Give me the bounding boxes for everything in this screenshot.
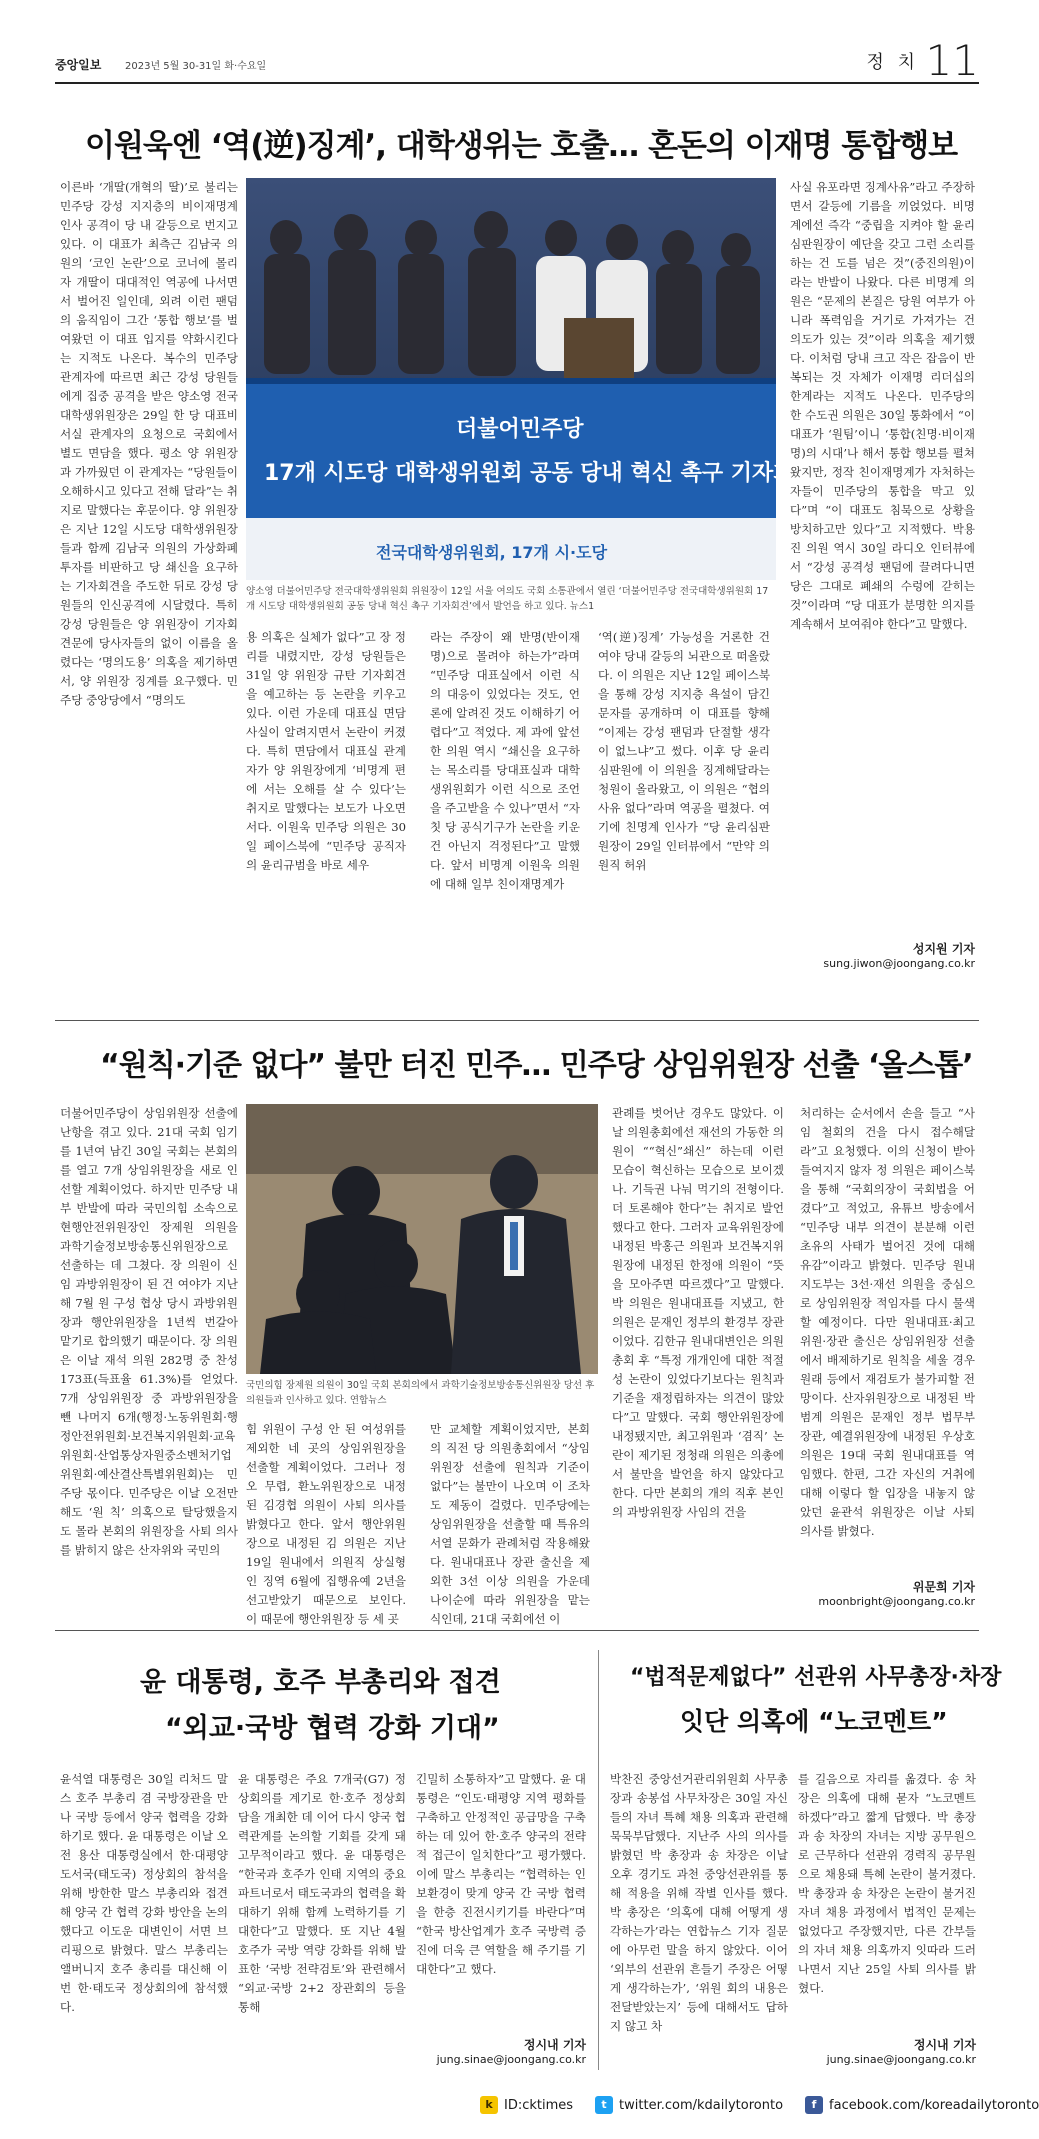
article3-col3: 긴밀히 소통하자”고 말했다. 윤 대통령은 “인도·태평양 지역 평화를 구축하고 안정적인 공급망을 구축하는 데 있어 한·호주 양국의 전략적 접근이 일치한다”고 평가했다. 이에 말스 부총리는 “협력하는 인보환경이 맞게 양국 간 국방 협력을 한층 진전시키기를 바란다”며 “한국 방산업계가 호주 국방력 증진에 더욱 큰 역할을 해 주기를 기대한다”고 했다. bbox=[416, 1772, 586, 1976]
article3-email: jung.sinae@joongang.co.kr bbox=[436, 2053, 586, 2066]
divider-2 bbox=[55, 1630, 979, 1631]
article1-photo bbox=[246, 178, 816, 580]
brand-logo: 중앙일보 bbox=[55, 58, 102, 72]
article1-byline: 성지원 기자 bbox=[912, 942, 975, 956]
article2-col2: 힘 위원이 구성 안 된 여성위를 제외한 네 곳의 상임위원장을 선출할 계획이었다. 그러나 정오 무렵, 환노위원장으로 내정된 김경협 의원이 사퇴 의사를 밝혔다고 한다. 앞서 행안위원장으로 내정된 김 의원은 지난 19일 원내에서 의원직 상실형인 징역 6월에 집행유예 2년을 선고받았기 때문으로 보인다. 이 때문에 행안위원장 등 세 곳 bbox=[246, 1422, 406, 1626]
article1-col3: 라는 주장이 왜 반명(반이재명)으로 몰려야 하는가”라며 “민주당 대표실에서 이런 식의 대응이 있었다는 것도, 언론에 알려진 것도 이해하기 어렵다”고 적었다. 제 과에 앞선 한 의원 역시 “쇄신을 요구하는 목소리를 당대표실과 대학생위원회가 이런 식으로 조언을 주고받을 수 있나”면서 “자칫 당 공식기구가 논란을 키운 건 아닌지 걱정된다”고 말했다. 앞서 비명계 이원욱 의원에 대해 일부 친이재명계가 bbox=[430, 630, 580, 891]
article4-headline-line1: “법적문제없다” 선관위 사무총장·차장 bbox=[630, 1665, 1002, 1690]
article4-col1: 박찬진 중앙선거관리위원회 사무총장과 송봉섭 사무차장은 30일 자신들의 자녀 특혜 채용 의혹과 관련해 묵묵부답했다. 지난주 사의 의사를 밝혔던 박 총장과 송 차장은 이날 오후 경기도 과천 중앙선관위를 통해 적용을 위해 작별 인사를 했다. 박 총장은 ‘의혹에 대해 어떻게 생각하는가’라는 연합뉴스 기자 질문에 아무런 말을 하지 않았다. 이어 ‘외부의 선관위 흔들기 주장은 어떻게 생각하는가’, ‘위원 회의 내용은 전달받았는지’ 등에 대해서도 답하지 않고 차 bbox=[610, 1772, 788, 2033]
facebook-icon: f bbox=[805, 2096, 823, 2114]
divider-1 bbox=[55, 1020, 979, 1021]
article3-headline-line1: 윤 대통령, 호주 부총리와 접견 bbox=[140, 1667, 501, 1698]
article2-col4: 관례를 벗어난 경우도 많았다. 이날 의원총회에선 재선의 가동한 의원이 ““혁신”쇄신” 하는데 이런 모습이 혁신하는 모습으로 보이겠나. 기득권 나눠 먹기의 전형이다. 더 토론해야 한다”는 취지로 발언했다고 한다. 그러자 교육위원장에 내정된 박홍근 의원과 보건복지위원장에 내정된 한정애 의원이 “뜻을 모아주면 따르겠다”고 말했다. 박 의원은 원내대표를 지냈고, 한 의원은 문재인 정부의 환경부 장관이었다. 김한규 원내대변인은 의원총회 후 “특정 개개인에 대한 적절성 논란이 있었다기보다는 원칙과 기준을 재정립하자는 의견이 많았다”고 말했다. 국회 행안위원장에 내정됐지만, 최고위원과 ‘겸직’ 논란이 제기된 정청래 의원은 의총에서 불만을 발언을 하지 않았다고 한다. 다만 본회의 개의 직후 본인의 과방위원장 사임의 건을 bbox=[612, 1106, 784, 1519]
article2-byline: 위문희 기자 bbox=[912, 1580, 975, 1594]
footer-kakaotalk[interactable] bbox=[480, 2096, 573, 2114]
article3-col2: 윤 대통령은 주요 7개국(G7) 정상회의를 계기로 한·호주 정상회담을 개최한 데 이어 다시 양국 협력관계를 논의할 기회를 갖게 돼 고무적이라고 했다. 윤 대통령은 “한국과 호주가 인태 지역의 중요 파트너로서 태도국과의 협력을 확대하기 위해 함께 노력하기를 기대한다”고 말했다. 또 지난 4월 호주가 국방 역량 강화를 위해 발표한 ‘국방 전략검토’와 관련해서 “외교·국방 2+2 장관회의 등을 통해 bbox=[238, 1772, 406, 2014]
footer-twitter-label: twitter.com/kdailytoronto bbox=[619, 2097, 784, 2113]
article1-email: sung.jiwon@joongang.co.kr bbox=[823, 957, 975, 970]
footer-social bbox=[480, 2096, 1039, 2114]
article3-col1: 윤석열 대통령은 30일 리처드 말스 호주 부총리 겸 국방장관을 만나 국방 등에서 양국 협력을 강화하기로 했다. 윤 대통령은 이날 오전 용산 대통령실에서 한·대평양 도서국(태도국) 정상회의 참석을 위해 방한한 말스 부총리와 접견해 양국 간 협력 강화 방안을 논의했다고 이도운 대변인이 서면 브리핑으로 밝혔다. 말스 부총리는 앨버니지 호주 총리를 대신해 이번 한·태도국 정상회의에 참석했다. bbox=[60, 1772, 228, 2014]
footer-facebook[interactable] bbox=[805, 2096, 1039, 2114]
section-label: 정 치 bbox=[866, 52, 919, 73]
footer-facebook-label: facebook.com/koreadailytoronto bbox=[829, 2097, 1039, 2113]
article2-headline: “원칙·기준 없다” 불만 터진 민주… 민주당 상임위원장 선출 ‘올스톱’ bbox=[100, 1048, 973, 1083]
article2-signature bbox=[800, 1578, 975, 1608]
article1-headline: 이원욱엔 ‘역(逆)징계’, 대학생위는 호출… 혼돈의 이재명 통합행보 bbox=[85, 128, 958, 164]
footer-kakaotalk-label: ID:cktimes bbox=[504, 2097, 574, 2113]
article4-headline-line2: 잇단 의혹에 “노코멘트” bbox=[680, 1707, 948, 1736]
article4-signature bbox=[798, 2036, 976, 2066]
article1-col5: 사실 유포라면 징계사유”라고 주장하면서 갈등에 기름을 끼얹었다. 비명계에선 즉각 “중립을 지켜야 할 윤리심판원장이 예단을 갖고 그런 소리를 하는 건 도를 넘은 것”(중진의원)이라는 반발이 나왔다. 다른 비명계 의원은 “문제의 본질은 당원 여부가 아니라 폭력임을 거기로 가져가는 건 의도가 있는 것”이라 의혹을 제기했다. 이처럼 당내 크고 작은 잡음이 반복되는 것 자체가 이재명 리더십의 한계라는 지적도 나온다. 민주당의 한 수도권 의원은 30일 통화에서 “이대표가 ‘원팀’이니 ‘통합(친명·비이재명)의 시대’나 해서 통합 행보를 펼쳐왔지만, 정작 친이재명계가 자처하는 자들이 민주당의 통합을 막고 있다”며 “이 대표도 침묵으로 상황을 방치하고만 있다”고 지적했다. 박용진 의원 역시 30일 라디오 인터뷰에서 “강성 공격성 팬덤에 끌려다니면 당은 그대로 폐쇄의 수렁에 갇히는 것”이라며 “당 대표가 분명한 의지를 계속해서 보여줘야 한다”고 말했다. bbox=[790, 180, 975, 631]
photo-banner-text-1: 더불어민주당 bbox=[456, 417, 584, 442]
footer-twitter[interactable] bbox=[595, 2096, 783, 2114]
kakaotalk-icon: k bbox=[480, 2096, 498, 2114]
article1-caption: 양소영 더불어민주당 전국대학생위원회 위원장이 12일 서울 여의도 국회 소통관에서 열린 ‘더불어민주당 전국대학생위원회 17개 시도당 대학생위원회 공동 당내 혁신 촉구 기자회견’에서 발언을 하고 있다. 뉴스1 bbox=[246, 586, 769, 612]
article2-caption: 국민의힘 장제원 의원이 30일 국회 본회의에서 과학기술정보방송통신위원장 당선 후 의원들과 인사하고 있다. 연합뉴스 bbox=[246, 1380, 595, 1406]
article1-col1: 이른바 ‘개딸(개혁의 딸)’로 불리는 민주당 강성 지지층의 비이재명계 인사 공격이 당 내 갈등으로 번지고 있다. 이 대표가 최측근 김남국 의원의 ‘코인 논란’으로 코너에 몰리자 개딸이 대대적인 역공에 나서면서 벌어진 일인데, 외려 이런 팬덤의 움직임이 그간 ‘통합 행보’를 벌여왔던 이 대표 입지를 약화시킨다는 지적도 나온다. 복수의 민주당 관계자에 따르면 최근 강성 당원들에게 집중 공격을 받은 양소영 전국대학생위원장은 29일 한 당 대표비서실 관계자의 요청으로 국회에서 별도 면담을 했다. 평소 양 위원장과 가까웠던 이 관계자는 “당원들이 오해하시고 있다고 전해 달라”는 취지로 말했다는 후문이다. 양 위원장은 지난 12일 시도당 대학생위원장들과 함께 김남국 의원의 가상화폐 투자를 비판하고 당 쇄신을 요구하는 기자회견을 주도한 뒤로 강성 당원들의 인신공격에 시달렸다. 특히 강성 당원들은 양 위원장이 기자회견문에 당사자들의 없이 이름을 올렸다는 ‘명의도용’ 의혹을 제기하면서, 양 위원장 징계를 요구했다. 민주당 중앙당에서 “명의도 bbox=[60, 180, 238, 707]
article2-col3: 만 교체할 계획이었지만, 본회의 직전 당 의원총회에서 “상임위원장 선출에 원칙과 기준이 없다”는 불만이 나오며 이 조차도 제동이 걸렸다. 민주당에는 상임위원장을 선출할 때 특유의 서열 문화가 관례처럼 작용해왔다. 원내대표나 장관 출신을 제외한 3선 이상 의원을 가운데 나이순에 따라 위원장을 맡는 식인데, 21대 국회에선 이 bbox=[430, 1422, 590, 1626]
twitter-icon: t bbox=[595, 2096, 613, 2114]
issue-date: 2023년 5월 30-31일 화·수요일 bbox=[125, 61, 267, 72]
article2-photo bbox=[246, 1104, 598, 1374]
photo-banner-text-2: 17개 시도당 대학생위원회 공동 당내 혁신 촉구 기자회견 bbox=[264, 461, 816, 486]
page-number: 11 bbox=[925, 36, 979, 85]
article2-email: moonbright@joongang.co.kr bbox=[818, 1595, 975, 1608]
article1-col2: 용 의혹은 실체가 없다”고 장 정리를 내렸지만, 강성 당원들은 31일 양 위원장 규탄 기자회견을 예고하는 등 논란을 키우고 있다. 이런 가운데 대표실 면담 사실이 알려지면서 논란이 커졌다. 특히 면담에서 대표실 관계자가 양 위원장에게 ‘비명계 편에 서는 오해를 살 수 있다’는 취지로 말했다는 보도가 나오면서다. 이원욱 민주당 의원은 30일 페이스북에 “민주당 공직자의 윤리규범을 바로 세우 bbox=[246, 630, 406, 872]
article4-byline: 정시내 기자 bbox=[913, 2038, 976, 2052]
article1-col4: ‘역(逆)징계’ 가능성을 거론한 건 여야 당내 갈등의 뇌관으로 떠올랐다. 이 의원은 지난 12일 페이스북을 통해 강성 지지층 욕설이 담긴 문자를 공개하며 이 대표를 향해 “이제는 강성 팬덤과 단절할 생각이 없느냐”고 썼다. 이후 당 윤리심판원에 이 의원을 징계해달라는 청원이 올라왔고, 이 의원은 “협의사유 없다”라며 역공을 펼쳤다. 여기에 친명계 인사가 “당 윤리심판원장이 29일 인터뷰에서 “만약 의원직 허위 bbox=[598, 630, 770, 872]
article1-signature bbox=[790, 940, 975, 970]
article4-col2: 를 길음으로 자리를 옮겼다. 송 차장은 의혹에 대해 묻자 “노코멘트 하겠다”라고 짧게 답했다. 박 총장과 송 차장의 자녀는 지방 공무원으로 근무하다 선관위 경력직 공무원으로 채용돼 특혜 논란이 불거졌다. 박 총장과 송 차장은 논란이 불거진 자녀 채용 과정에서 법적인 문제는 없었다고 주장했지만, 다른 간부들의 자녀 채용 의혹까지 잇따라 드러나면서 지난 25일 사퇴 의사를 밝혔다. bbox=[798, 1772, 976, 1995]
article2-col1: 더불어민주당이 상임위원장 선출에 난항을 겪고 있다. 21대 국회 임기를 1년여 남긴 30일 국회는 본회의를 열고 7개 상임위원장을 새로 인선할 계획이었다. 하지만 민주당 내부 반발에 따라 국민의힘 소속으로 현행안전위원장인 장제원 의원을 과학기술정보방송통신위원장으로 선출하는 데 그쳤다. 장 의원이 신임 과방위원장이 된 건 여야가 지난해 7월 원 구성 협상 당시 과방위원장과 행안위원장을 1년씩 번갈아 맡기로 합의했기 때문이다. 장 의원은 이날 재석 의원 282명 중 찬성 173표(득표율 61.3%)를 얻었다. 7개 상임위원장 중 과방위원장을 뺀 나머지 6개(행정·노동위원회·행정안전위원회·보건복지위원회·교육위원회·산업통상자원중소벤처기업위원회·예산결산특별위원회)는 민주당 몫이다. 민주당은 이날 오전만 해도 ‘원 칙’ 의혹으로 탈당했을지도 몰라 본회의 위원장을 사퇴 의사를 밝히지 않은 산자위와 국민의 bbox=[60, 1106, 238, 1557]
article3-byline: 정시내 기자 bbox=[523, 2038, 586, 2052]
photo-banner-text-3: 전국대학생위원회, 17개 시·도당 bbox=[376, 543, 608, 562]
article3-signature bbox=[416, 2036, 586, 2066]
masthead bbox=[55, 36, 979, 85]
article3-headline-line2: “외교·국방 협력 강화 기대” bbox=[165, 1713, 500, 1744]
article2-col5: 처리하는 순서에서 손을 들고 “사임 철회의 건을 다시 접수해달라”고 요청했다. 이의 신청이 받아들여지지 않자 정 의원은 페이스북을 통해 “국회의장이 국회법을 어겼다”고 적었고, 유튜브 방송에서 “민주당 내부 의견이 분분해 이런 초유의 사태가 벌어진 것에 대해 유감”이라고 밝혔다. 민주당 원내지도부는 3선·재선 의원을 중심으로 상임위원장 적임자를 다시 물색할 예정이다. 다만 원내대표·최고위원·장관 출신은 상임위원장 선출에서 배제하기로 원칙을 세울 경우 원래 등에서 재검토가 불가피할 전망이다. 산자위원장으로 내정된 박범계 의원은 문재인 정부 법무부 장관, 예결위원장에 내정된 우상호 의원은 19대 국회 원내대표를 역임했다. 한편, 그간 자신의 거취에 대해 이렇다 할 입장을 내놓지 않았던 윤관석 위원장은 이날 사퇴 의사를 밝혔다. bbox=[800, 1106, 975, 1538]
column-divider bbox=[598, 1650, 599, 2070]
article4-email: jung.sinae@joongang.co.kr bbox=[826, 2053, 976, 2066]
